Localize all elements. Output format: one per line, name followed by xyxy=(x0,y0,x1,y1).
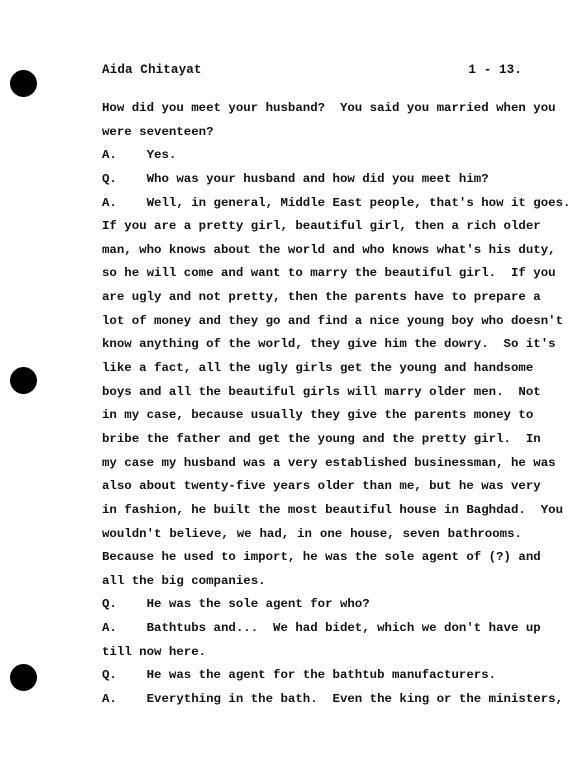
transcript-line: Because he used to import, he was the sole agent of (?) and xyxy=(102,550,541,565)
transcript-line: know anything of the world, they give him the dowry. So it's xyxy=(102,337,556,352)
punch-hole-bottom xyxy=(10,664,37,691)
transcript-line: boys and all the beautiful girls will marry older men. Not xyxy=(102,384,541,399)
page-number: 1 - 13. xyxy=(468,63,522,77)
transcript-line: bribe the father and get the young and the pretty girl. In xyxy=(102,431,541,446)
transcript-line: like a fact, all the ugly girls get the young and handsome xyxy=(102,361,534,376)
transcript-line: were seventeen? xyxy=(102,124,214,139)
transcript-line: in my case, because usually they give the parents money to xyxy=(102,408,534,423)
transcript-line: How did you meet your husband? You said you married when you xyxy=(102,101,556,115)
transcript-line: man, who knows about the world and who knows what's his duty, xyxy=(102,242,556,257)
transcript-line: also about twenty-five years older than me, but he was very xyxy=(102,479,541,494)
transcript-line: A. Bathtubs and... We had bidet, which we don't have up xyxy=(102,621,541,636)
page-header xyxy=(102,63,522,83)
punch-hole-top xyxy=(10,70,37,97)
transcript-line: wouldn't believe, we had, in one house, seven bathrooms. xyxy=(102,526,522,541)
transcript-line: A. Yes. xyxy=(102,148,177,163)
transcript-line: Q. Who was your husband and how did you meet him? xyxy=(102,171,489,186)
transcript-line: Q. He was the agent for the bathtub manufacturers. xyxy=(102,668,497,683)
punch-hole-middle xyxy=(10,367,37,394)
transcript-line: are ugly and not pretty, then the parents have to prepare a xyxy=(102,290,541,305)
transcript-line: A. Everything in the bath. Even the king or the ministers, xyxy=(102,692,564,707)
transcript-line: till now here. xyxy=(102,644,207,659)
transcript-line: my case my husband was a very established businessman, he was xyxy=(102,455,556,470)
transcript-body xyxy=(102,97,571,712)
interviewee-name: Aida Chitayat xyxy=(102,63,202,77)
transcript-line: in fashion, he built the most beautiful house in Baghdad. You xyxy=(102,502,564,517)
transcript-line: A. Well, in general, Middle East people, that's how it goes. xyxy=(102,195,571,210)
transcript-line: If you are a pretty girl, beautiful girl, then a rich older xyxy=(102,219,541,234)
transcript-line: lot of money and they go and find a nice young boy who doesn't xyxy=(102,313,564,328)
transcript-line: so he will come and want to marry the beautiful girl. If you xyxy=(102,266,556,281)
transcript-line: all the big companies. xyxy=(102,573,266,588)
transcript-line: Q. He was the sole agent for who? xyxy=(102,597,370,612)
